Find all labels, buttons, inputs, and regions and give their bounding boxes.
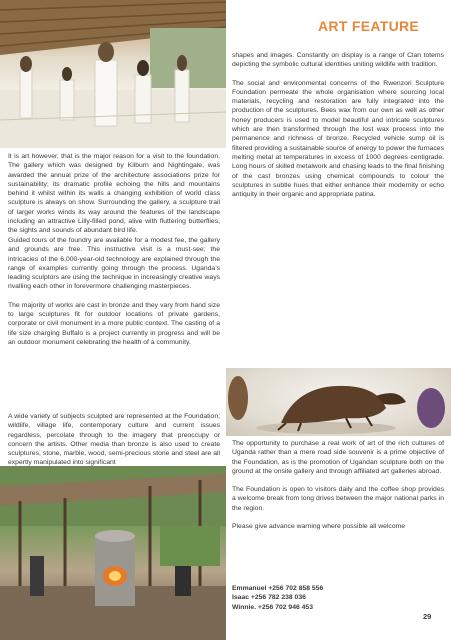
contact-emmanuel: Emmanuel +256 702 858 556 xyxy=(232,585,324,592)
bronze-paragraph: The majority of works are cast in bronze and they vary from hand size to large sculptures fit for outdoor locations of private gardens, corporate or civil monument in a more public context. The casting of a life size charging Buffalo is a project currently in progress and will be an outdoor monument celebrating the health of a community. xyxy=(8,301,220,346)
contact-winnie: Winnie. +256 702 946 453 xyxy=(232,603,313,611)
bronze-sculpture-photo xyxy=(226,368,451,436)
right-column-top xyxy=(232,51,444,208)
gallery-interior-photo xyxy=(0,0,226,148)
right-column-bottom xyxy=(232,439,444,540)
left-column-top xyxy=(8,152,220,245)
shapes-paragraph: shapes and images. Constantly on display is a range of Clan totems depicting the symbolic cultural identities uniting wildlife with tradition. xyxy=(232,52,444,69)
intro-paragraph: It is art however, that is the major reason for a visit to the foundation. The gallery which was designed by Kilburn and Nightingale, was awarded the annual prize of the architecture associations prize for sustainability; its dramatic profile echoing the hills and mountains behind it whilst within its walls a changing exhibition of world class sculpture is always on show. Surrounding the gallery, a sculpture trail of larger works winds its way around the features of the landscape including an attractive Lilly-filled pond, alive with fluttering butterflies, the sights and sounds of abundant bird life. xyxy=(8,153,220,235)
page-number: 29 xyxy=(423,612,432,621)
warning-paragraph: Please give advance warning where possible all welcome xyxy=(232,523,406,531)
social-paragraph: The social and environmental concerns of the Rwenzori Sculpture Foundation permeate the whole organisation where sourcing local materials, recycling and restoration are fully integrated into the production of the sculptures. Bees wax from our own as well as other honey producers is used to model beautiful and intricate sculptures which are then transformed through the lost wax process into the permanence and richness of bronze. Recycled vehicle sump oil is filtered providing a sustainable source of energy to power the furnaces melting metal at temperatures in excess of 1000 degrees centigrade. Long hours of skilled metalwork and chasing leads to the final finishing of the cast bronzes using chemical compounds to colour the sculptures in subtle hues that either enhance their modernity or echo antiquity in their organic and appropriate patina. xyxy=(232,79,444,199)
foundry-photo xyxy=(0,466,226,640)
contact-list xyxy=(232,584,444,612)
contact-isaac: Isaac +256 782 238 036 xyxy=(232,594,306,602)
variety-paragraph: A wide variety of subjects sculpted are represented at the Foundation; wildlife, village life, contemporary culture and current issues regardless, percolate through to the imagery that preoccupy or concern the artists. Other media than bronze is also used to create sculptures, stone, marble, wood, semi-precious stone and steel are all expertly manipulated into significant xyxy=(8,413,220,467)
opportunity-paragraph: The opportunity to purchase a real work of art of the rich cultures of Uganda rather than a mere road side souvenir is a prime objective of the Foundation, as is the promotion of Ugandan sculpture both on the ground at the onsite gallery and through affiliated art galleries abroad. xyxy=(232,440,444,475)
visitors-paragraph: The Foundation is open to visitors daily and the coffee shop provides a welcome break from long drives between the major national parks in the region. xyxy=(232,486,444,512)
left-column-middle xyxy=(8,236,220,356)
tours-paragraph: Guided tours of the foundry are available for a modest fee, the gallery and grounds are free. This instructive visit is a must-see; the intricacies of the 6,000-year-old technology are explained through the range of examples currently going through the process. Uganda’s leading sculptors are using the technique in increasingly creative ways rivalling each other in forevermore challenging masterpieces. xyxy=(8,237,220,291)
page-heading: ART FEATURE xyxy=(318,18,420,34)
